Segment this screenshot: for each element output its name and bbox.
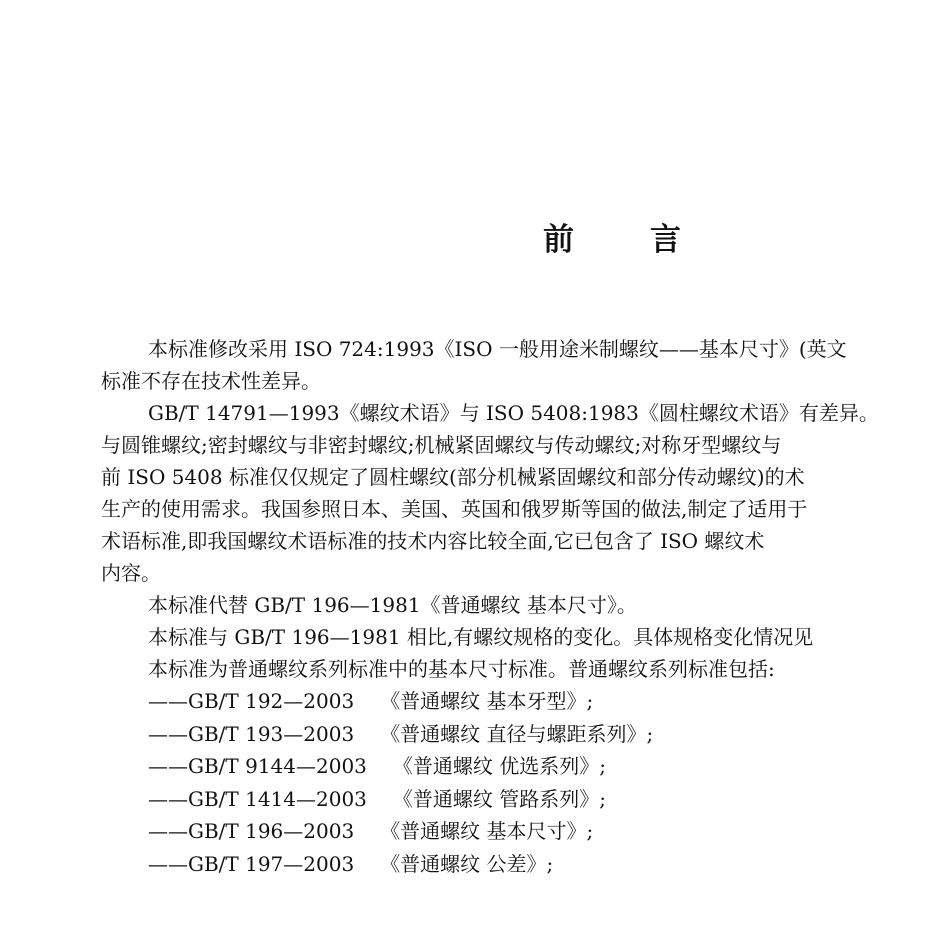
list-dash: —— [148, 819, 188, 843]
list-item [101, 783, 950, 816]
list-item [101, 815, 950, 848]
standard-title: 《普通螺纹 基本尺寸》; [380, 819, 594, 843]
list-item [101, 718, 950, 751]
page-title: 前言 [543, 222, 757, 258]
document-body [101, 333, 950, 880]
standard-title: 《普通螺纹 基本牙型》; [380, 689, 594, 713]
list-dash: —— [148, 721, 188, 746]
paragraph-line: 本标准与 GB/T 196—1981 相比,有螺纹规格的变化。具体规格变化情况见 [148, 625, 814, 649]
standard-title: 《普通螺纹 公差》; [380, 851, 554, 876]
standard-title: 《普通螺纹 优选系列》; [392, 754, 607, 778]
list-item [101, 848, 950, 881]
paragraph-line: 本标准代替 GB/T 196—1981《普通螺纹 基本尺寸》。 [148, 593, 637, 617]
standards-list [101, 685, 950, 880]
list-dash: —— [148, 754, 188, 778]
paragraph-line: 生产的使用需求。我国参照日本、美国、英国和俄罗斯等国的做法,制定了适用于 [101, 497, 808, 521]
paragraph-line: 前 ISO 5408 标准仅仅规定了圆柱螺纹(部分机械紧固螺纹和部分传动螺纹)的术 [101, 465, 805, 489]
list-dash: —— [148, 786, 188, 811]
paragraph-line: 本标准为普通螺纹系列标准中的基本尺寸标准。普通螺纹系列标准包括: [148, 657, 775, 681]
paragraph-line: 标准不存在技术性差异。 [101, 369, 321, 393]
standard-code: GB/T 196—2003 [188, 819, 355, 843]
standard-code: GB/T 197—2003 [188, 851, 355, 876]
standard-code: GB/T 193—2003 [188, 721, 355, 746]
list-dash: —— [148, 851, 188, 876]
paragraph-line: 与圆锥螺纹;密封螺纹与非密封螺纹;机械紧固螺纹与传动螺纹;对称牙型螺纹与 [101, 433, 782, 457]
standard-code: GB/T 9144—2003 [188, 754, 367, 778]
paragraph-line: 内容。 [101, 561, 161, 585]
list-item [101, 685, 950, 718]
paragraph-line: GB/T 14791—1993《螺纹术语》与 ISO 5408:1983《圆柱螺纹术语》有差异。 [148, 401, 879, 425]
standard-code: GB/T 1414—2003 [188, 786, 367, 811]
paragraph-line: 术语标准,即我国螺纹术语标准的技术内容比较全面,它已包含了 ISO 螺纹术 [101, 529, 765, 553]
standard-title: 《普通螺纹 管路系列》; [392, 786, 607, 811]
paragraph-line: 本标准修改采用 ISO 724:1993《ISO 一般用途米制螺纹——基本尺寸》(英文 [148, 337, 847, 361]
list-dash: —— [148, 689, 188, 713]
list-item [101, 750, 950, 783]
standard-code: GB/T 192—2003 [188, 689, 355, 713]
standard-title: 《普通螺纹 直径与螺距系列》; [380, 721, 654, 746]
